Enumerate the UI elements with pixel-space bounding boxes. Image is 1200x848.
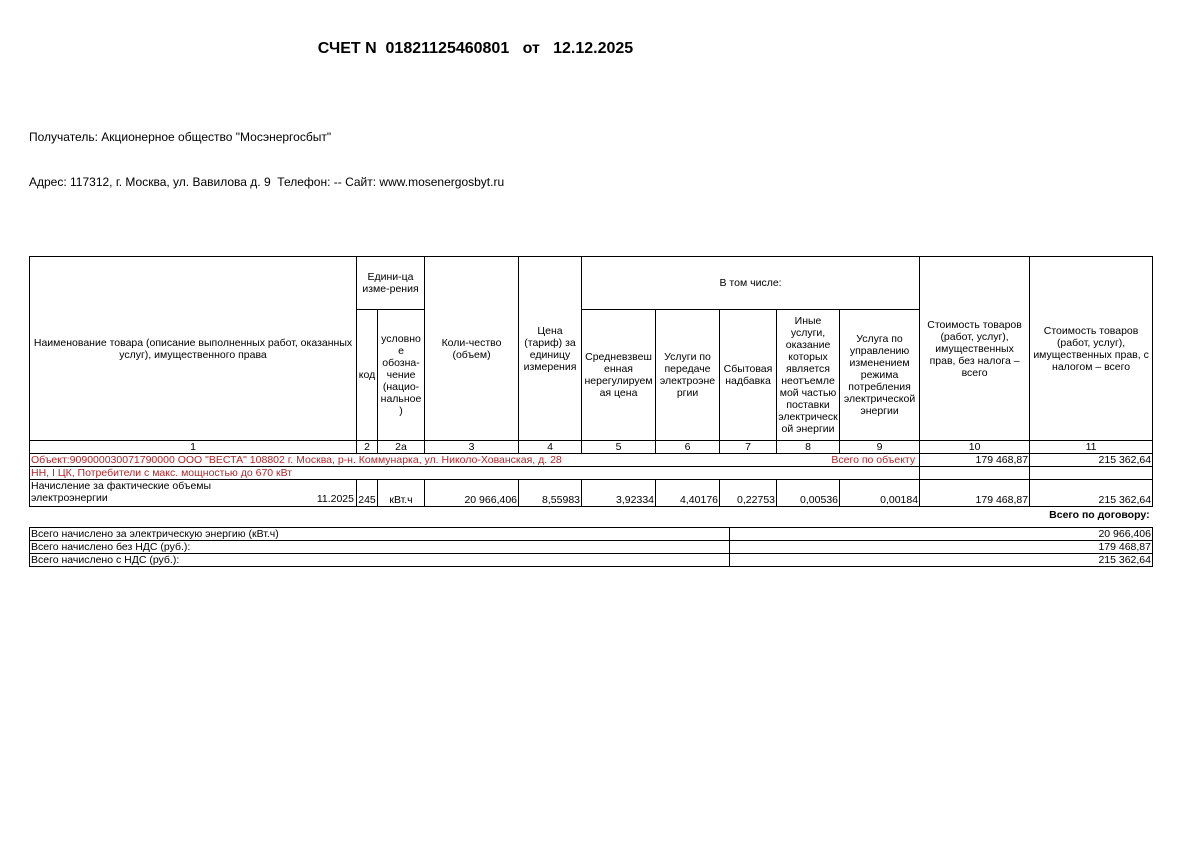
- header-unit: Едини-ца изме-рения: [357, 257, 425, 310]
- totals-label: Всего начислено за электрическую энергию (кВт.ч): [30, 528, 730, 541]
- totals-value: 179 468,87: [730, 541, 1153, 554]
- item-qty: 20 966,406: [425, 480, 519, 507]
- header-name: Наименование товара (описание выполненных работ, оказанных услуг), имущественного права: [30, 257, 357, 441]
- tariff-empty: [1030, 467, 1153, 480]
- item-code: 245: [357, 480, 378, 507]
- object-cell: [30, 454, 920, 467]
- col-num: 5: [582, 441, 656, 454]
- item-mgmt: 0,00184: [840, 480, 920, 507]
- contract-total-row: [30, 507, 1153, 523]
- item-name: Начисление за фактические объемы электроэнергии: [31, 480, 212, 504]
- item-avg-price: 3,92334: [582, 480, 656, 507]
- totals-row: [30, 528, 1153, 541]
- col-num: 4: [519, 441, 582, 454]
- totals-value: 215 362,64: [730, 554, 1153, 567]
- object-cost-with-tax: 215 362,64: [1030, 454, 1153, 467]
- col-num: 2а: [378, 441, 425, 454]
- header-unit-symbol: условное обозна-чение (нацио-нальное): [378, 310, 425, 441]
- item-other: 0,00536: [777, 480, 840, 507]
- col-num: 3: [425, 441, 519, 454]
- item-period: 11.2025: [316, 493, 354, 505]
- col-num: 9: [840, 441, 920, 454]
- totals-label: Всего начислено без НДС (руб.):: [30, 541, 730, 554]
- object-row: [30, 454, 1153, 467]
- totals-value: 20 966,406: [730, 528, 1153, 541]
- item-price: 8,55983: [519, 480, 582, 507]
- header-other: Иные услуги, оказание которых является неотъемлемой частью поставки электрической энергии: [777, 310, 840, 441]
- header-avg-price: Средневзвешенная нерегулируемая цена: [582, 310, 656, 441]
- tariff-cell: НН, I ЦК, Потребители с макс. мощностью до 670 кВт: [30, 467, 920, 480]
- item-cost-with-tax: 215 362,64: [1030, 480, 1153, 507]
- item-transfer: 4,40176: [656, 480, 720, 507]
- address-line: Адрес: 117312, г. Москва, ул. Вавилова д. 9 Телефон: -- Сайт: www.mosenergosbyt.ru: [29, 175, 505, 189]
- header-cost-with-tax: Стоимость товаров (работ, услуг), имущественных прав, с налогом – всего: [1030, 257, 1153, 441]
- header-mgmt: Услуга по управлению изменением режима потребления электрической энергии: [840, 310, 920, 441]
- object-text: Объект:909000030071790000 ООО "ВЕСТА" 108802 г. Москва, р-н. Коммунарка, ул. Николо-Хованская, д. 28: [31, 454, 562, 466]
- item-unit: кВт.ч: [378, 480, 425, 507]
- recipient-line: Получатель: Акционерное общество "Мосэнергосбыт": [29, 130, 332, 144]
- header-transfer: Услуги по передаче электроэнергии: [656, 310, 720, 441]
- col-num: 1: [30, 441, 357, 454]
- col-num: 2: [357, 441, 378, 454]
- col-num: 10: [920, 441, 1030, 454]
- header-qty: Коли-чество (объем): [425, 257, 519, 441]
- totals-row: [30, 541, 1153, 554]
- contract-total-label: Всего по договору:: [1049, 508, 1150, 521]
- col-num: 8: [777, 441, 840, 454]
- tariff-row: [30, 467, 1153, 480]
- invoice-title: СЧЕТ N 01821125460801 от 12.12.2025: [317, 40, 634, 57]
- object-total-label: Всего по объекту: [831, 454, 916, 466]
- header-price: Цена (тариф) за единицу измерения: [519, 257, 582, 441]
- totals-row: [30, 554, 1153, 567]
- totals-table: [29, 527, 1153, 567]
- item-cost-no-tax: 179 468,87: [920, 480, 1030, 507]
- recipient-block: [29, 100, 504, 205]
- object-cost-no-tax: 179 468,87: [920, 454, 1030, 467]
- column-numbers-row: [30, 441, 1153, 454]
- tariff-empty: [920, 467, 1030, 480]
- header-cost-no-tax: Стоимость товаров (работ, услуг), имущественных прав, без налога – всего: [920, 257, 1030, 441]
- invoice-table: [29, 256, 1153, 522]
- col-num: 11: [1030, 441, 1153, 454]
- totals-label: Всего начислено с НДС (руб.):: [30, 554, 730, 567]
- header-sales-markup: Сбытовая надбавка: [720, 310, 777, 441]
- header-incl: В том числе:: [582, 257, 920, 310]
- col-num: 7: [720, 441, 777, 454]
- col-num: 6: [656, 441, 720, 454]
- item-name-cell: [30, 480, 357, 507]
- header-unit-code: код: [357, 310, 378, 441]
- header-row-1: [30, 257, 1153, 310]
- item-row: [30, 480, 1153, 507]
- item-sales-markup: 0,22753: [720, 480, 777, 507]
